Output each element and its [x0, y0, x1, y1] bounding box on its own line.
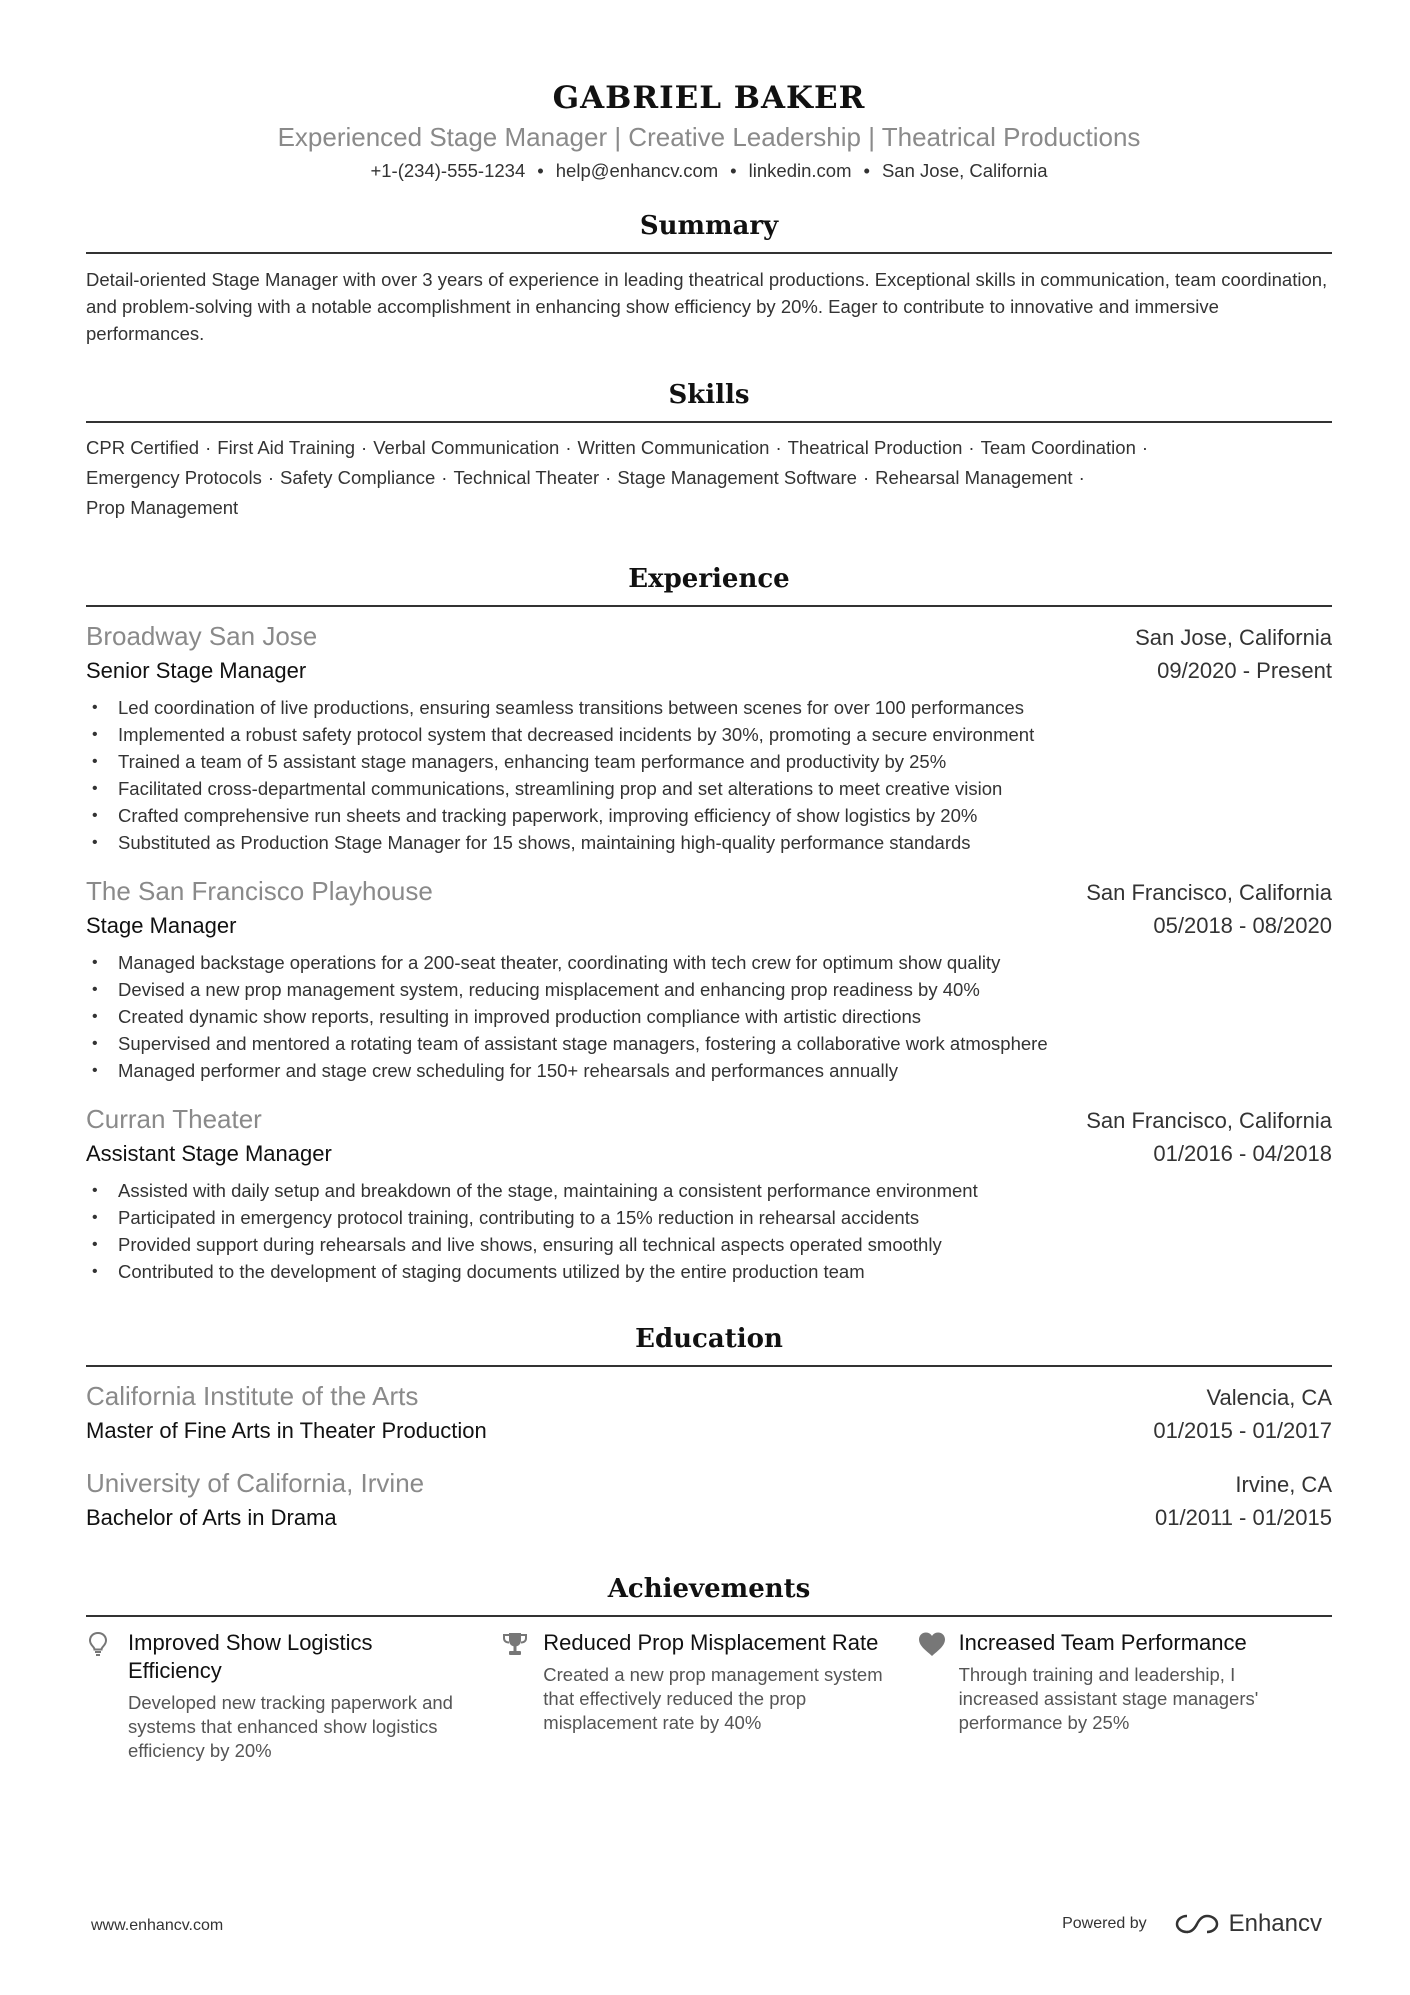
- job-location: San Jose, California: [1135, 625, 1332, 650]
- degree: Bachelor of Arts in Drama: [86, 1505, 337, 1530]
- skill-item: Theatrical Production: [787, 437, 963, 458]
- resume-page: [86, 0, 1332, 1763]
- skills-section: [86, 377, 1332, 523]
- enhancv-logo[interactable]: [1173, 1910, 1322, 1938]
- school-location: Valencia, CA: [1206, 1385, 1332, 1410]
- bullet-item: • Managed performer and stage crew scheduling for 150+ rehearsals and performances annually: [86, 1057, 1332, 1084]
- school-name: California Institute of the Arts: [86, 1381, 419, 1411]
- headline: Experienced Stage Manager | Creative Leadership | Theatrical Productions: [277, 122, 1141, 152]
- experience-entry: [86, 874, 1332, 1084]
- school-location: Irvine, CA: [1235, 1472, 1332, 1497]
- summary-section: [86, 208, 1332, 347]
- skill-item: Prop Management: [86, 497, 239, 518]
- job-location: San Francisco, California: [1086, 880, 1332, 905]
- powered-by-label: Powered by: [1062, 1915, 1147, 1932]
- job-dates: 09/2020 - Present: [1157, 658, 1332, 683]
- education-entry: [86, 1466, 1332, 1535]
- education-dates: 01/2011 - 01/2015: [1155, 1505, 1332, 1530]
- achievement-description: Developed new tracking paperwork and systems that enhanced show logistics efficiency by 20%: [128, 1692, 453, 1761]
- job-bullets: [86, 1177, 1332, 1285]
- job-title: Assistant Stage Manager: [86, 1141, 332, 1166]
- skill-item: Stage Management Software: [617, 467, 857, 488]
- achievement-title: Reduced Prop Misplacement Rate: [543, 1630, 879, 1655]
- bullet-item: • Provided support during rehearsals and live shows, ensuring all technical aspects operated smoothly: [86, 1231, 1332, 1258]
- skill-item: Rehearsal Management: [875, 467, 1073, 488]
- achievements-grid: [86, 1629, 1332, 1763]
- job-location: San Francisco, California: [1086, 1108, 1332, 1133]
- bullet-item: • Implemented a robust safety protocol system that decreased incidents by 30%, promoting a secure environment: [86, 721, 1332, 748]
- skill-item: Team Coordination: [980, 437, 1136, 458]
- education-section: [86, 1321, 1332, 1535]
- education-entry: [86, 1379, 1332, 1448]
- job-dates: 01/2016 - 04/2018: [1153, 1141, 1332, 1166]
- bullet-item: • Managed backstage operations for a 200-seat theater, coordinating with tech crew for optimum show quality: [86, 949, 1332, 976]
- achievement-item: [501, 1629, 916, 1763]
- skill-item: Verbal Communication: [373, 437, 560, 458]
- bullet-item: • Participated in emergency protocol training, contributing to a 15% reduction in rehearsal accidents: [86, 1204, 1332, 1231]
- company-name: Curran Theater: [86, 1104, 262, 1134]
- section-title-experience: Experience: [86, 561, 1332, 607]
- education-dates: 01/2015 - 01/2017: [1153, 1418, 1332, 1443]
- achievement-item: [86, 1629, 501, 1763]
- bullet-item: • Contributed to the development of staging documents utilized by the entire production team: [86, 1258, 1332, 1285]
- skill-item: First Aid Training: [217, 437, 356, 458]
- bullet-item: • Crafted comprehensive run sheets and tracking paperwork, improving efficiency of show logistics by 20%: [86, 802, 1332, 829]
- bullet-item: • Assisted with daily setup and breakdown of the stage, maintaining a consistent performance environment: [86, 1177, 1332, 1204]
- brand-name: Enhancv: [1228, 1910, 1322, 1937]
- company-name: Broadway San Jose: [86, 621, 318, 651]
- experience-section: [86, 561, 1332, 1285]
- location: San Jose, California: [881, 160, 1048, 181]
- bullet-separator: •: [863, 160, 870, 181]
- job-bullets: [86, 694, 1332, 856]
- phone: +1-(234)-555-1234: [370, 160, 526, 181]
- bullet-item: • Led coordination of live productions, ensuring seamless transitions between scenes for over 100 performances: [86, 694, 1332, 721]
- heart-icon: [917, 1629, 959, 1763]
- resume-header: [86, 0, 1332, 184]
- skill-item: Safety Compliance: [280, 467, 436, 488]
- experience-entry: [86, 1102, 1332, 1285]
- bullet-item: • Supervised and mentored a rotating team of assistant stage managers, fostering a collaborative work atmosphere: [86, 1030, 1332, 1057]
- achievements-section: [86, 1571, 1332, 1763]
- bullet-item: • Devised a new prop management system, reducing misplacement and enhancing prop readiness by 40%: [86, 976, 1332, 1003]
- footer-branding: [1062, 1910, 1322, 1938]
- skill-item: Written Communication: [577, 437, 770, 458]
- achievement-title: Increased Team Performance: [958, 1630, 1247, 1655]
- bullet-separator: •: [730, 160, 737, 181]
- skill-item: Technical Theater: [453, 467, 600, 488]
- skill-item: CPR Certified: [86, 437, 200, 458]
- section-title-achievements: Achievements: [86, 1571, 1332, 1617]
- job-title: Stage Manager: [86, 913, 237, 938]
- skills-list: CPR Certified · First Aid Training · Verbal Communication · Written Communication · Theatrical Production · Team Coordination · Emergency Protocols · Safety Compliance · Technical Theater · Stage Management Software · Rehearsal Management · Prop Management: [86, 437, 1149, 518]
- bullet-item: • Facilitated cross-departmental communications, streamlining prop and set alterations to meet creative vision: [86, 775, 1332, 802]
- achievement-item: [917, 1629, 1332, 1763]
- bullet-separator: •: [537, 160, 544, 181]
- linkedin-link[interactable]: linkedin.com: [748, 160, 852, 181]
- achievement-title: Improved Show Logistics Efficiency: [128, 1630, 373, 1683]
- job-bullets: [86, 949, 1332, 1084]
- section-title-education: Education: [86, 1321, 1332, 1367]
- company-name: The San Francisco Playhouse: [86, 876, 433, 906]
- summary-text: Detail-oriented Stage Manager with over 3 years of experience in leading theatrical productions. Exceptional skills in communication, team coordination, and problem-solving with a notable accomplishment in enhancing show efficiency by 20%. Eager to contribute to innovative and immersive performances.: [86, 269, 1328, 344]
- job-dates: 05/2018 - 08/2020: [1153, 913, 1332, 938]
- trophy-icon: [501, 1629, 543, 1763]
- achievement-description: Created a new prop management system that effectively reduced the prop misplacement rate by 40%: [543, 1664, 883, 1733]
- bullet-item: • Substituted as Production Stage Manager for 15 shows, maintaining high-quality performance standards: [86, 829, 1332, 856]
- school-name: University of California, Irvine: [86, 1468, 425, 1498]
- contact-line: [86, 158, 1332, 184]
- job-title: Senior Stage Manager: [86, 658, 307, 683]
- lightbulb-icon: [86, 1629, 128, 1763]
- enhancv-logo-icon: [1173, 1912, 1221, 1936]
- email[interactable]: help@enhancv.com: [555, 160, 719, 181]
- experience-entry: [86, 619, 1332, 856]
- candidate-name: GABRIEL BAKER: [552, 80, 866, 116]
- bullet-item: • Trained a team of 5 assistant stage managers, enhancing team performance and productivity by 25%: [86, 748, 1332, 775]
- skill-item: Emergency Protocols: [86, 467, 262, 488]
- degree: Master of Fine Arts in Theater Production: [86, 1418, 487, 1443]
- section-title-summary: Summary: [86, 208, 1332, 254]
- achievement-description: Through training and leadership, I increased assistant stage managers' performance by 25%: [958, 1664, 1259, 1733]
- footer-website[interactable]: www.enhancv.com: [91, 1917, 224, 1934]
- bullet-item: • Created dynamic show reports, resulting in improved production compliance with artistic directions: [86, 1003, 1332, 1030]
- section-title-skills: Skills: [86, 377, 1332, 423]
